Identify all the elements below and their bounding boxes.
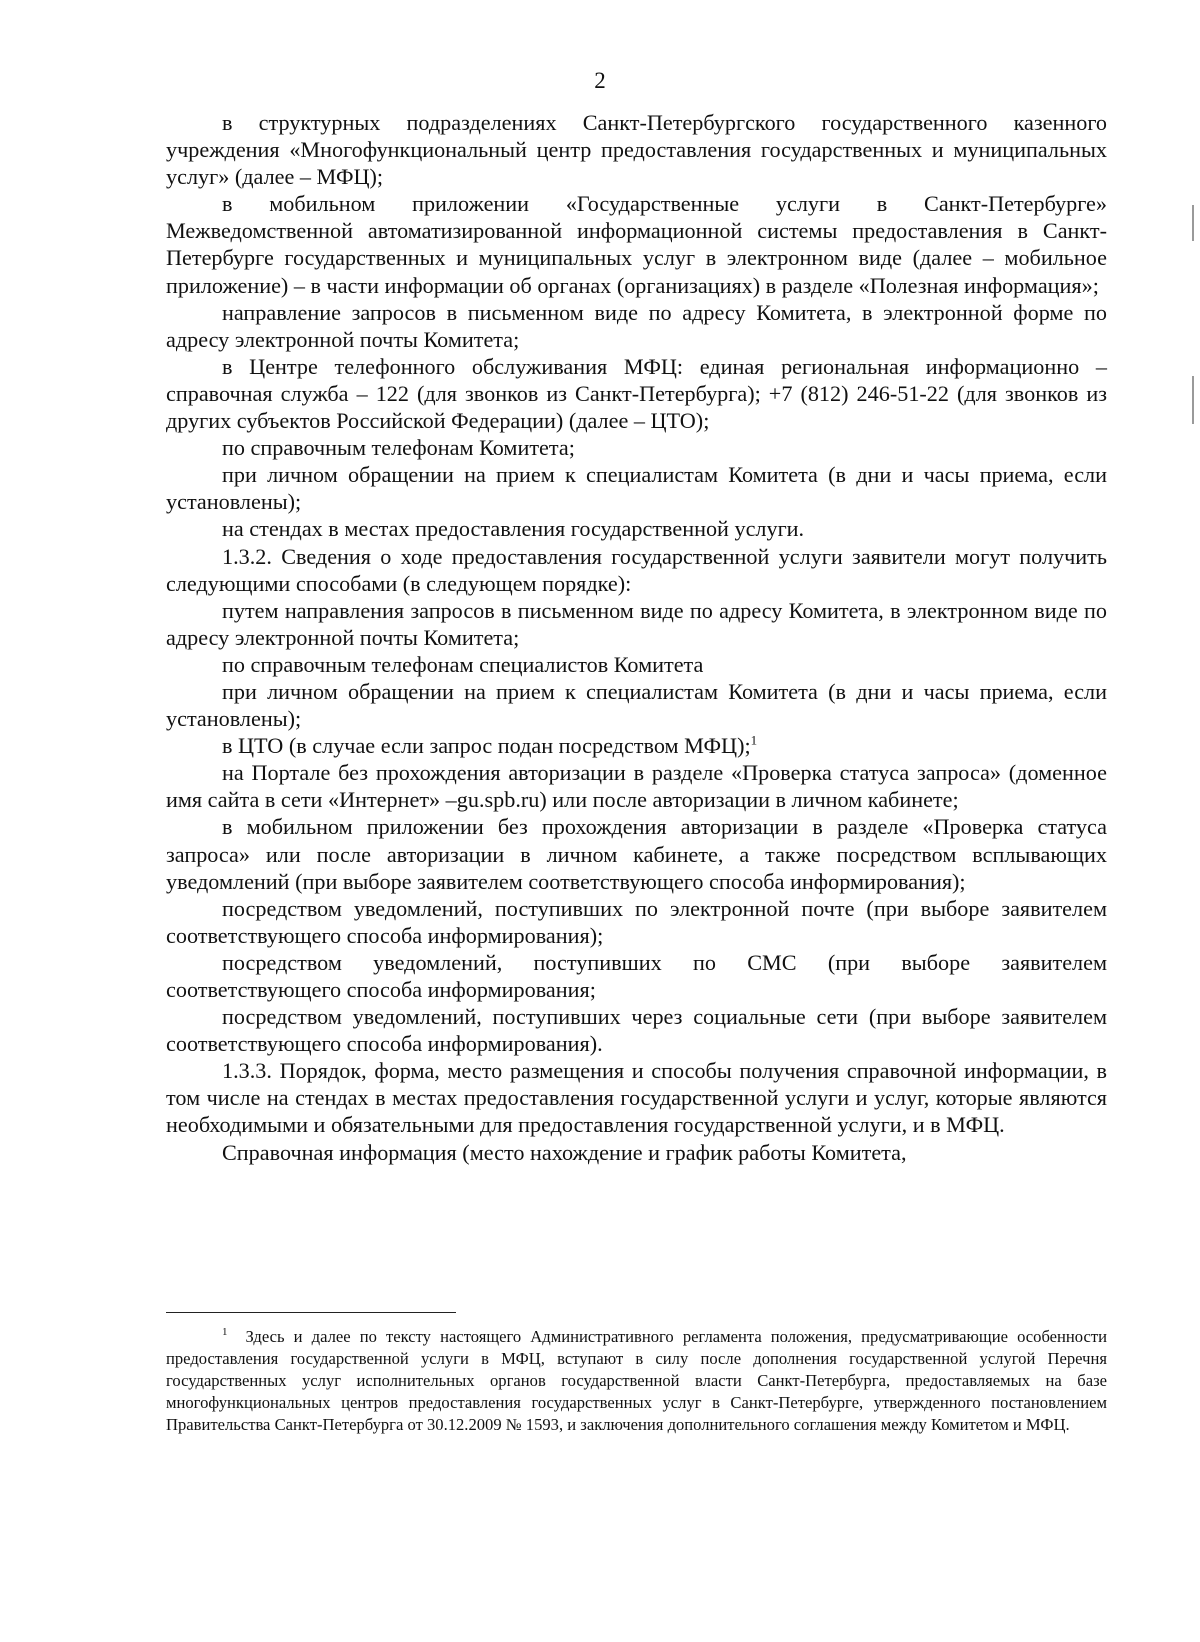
paragraph: на Портале без прохождения авторизации в разделе «Проверка статуса запроса» (доменное имя сайта в сети «Интернет» –gu.spb.ru) или после авторизации в личном кабинете; xyxy=(166,760,1107,813)
footnote-reference: 1 xyxy=(750,732,758,748)
paragraph: на стендах в местах предоставления государственной услуги. xyxy=(222,516,805,542)
scan-artifact xyxy=(1192,205,1194,241)
scan-artifact xyxy=(1192,376,1194,424)
paragraph: посредством уведомлений, поступивших по СМС (при выборе заявителем соответствующего способа информирования; xyxy=(166,949,1107,1002)
document-body xyxy=(166,109,1107,1166)
paragraph: посредством уведомлений, поступивших через социальные сети (при выборе заявителем соответствующего способа информирования). xyxy=(166,1004,1107,1057)
page-number: 2 xyxy=(594,68,606,93)
paragraph: в мобильном приложении без прохождения авторизации в разделе «Проверка статуса запроса» или после авторизации в личном кабинете, а также посредством всплывающих уведомлений (при выборе заявителем соответствующего способа информирования); xyxy=(166,814,1107,894)
paragraph: путем направления запросов в письменном виде по адресу Комитета, в электронном виде по адресу электронной почты Комитета; xyxy=(166,597,1107,650)
paragraph: 1.3.3. Порядок, форма, место размещения и способы получения справочной информации, в том числе на стендах в местах предоставления государственной услуги и услуг, которые являются необходимыми и обязательными для предоставления государственной услуги, и в МФЦ. xyxy=(166,1058,1107,1138)
paragraph-with-footnote xyxy=(166,732,1107,759)
paragraph: в структурных подразделениях Санкт-Петербургского государственного казенного учреждения «Многофункциональный центр предоставления государственных и муниципальных услуг» (далее – МФЦ); xyxy=(166,110,1107,190)
paragraph: по справочным телефонам Комитета; xyxy=(222,435,575,461)
paragraph-text: в ЦТО (в случае если запрос подан посредством МФЦ); xyxy=(222,733,751,759)
paragraph: Справочная информация (место нахождение и график работы Комитета, xyxy=(222,1139,907,1165)
footnote-paragraph xyxy=(166,1326,1107,1436)
paragraph: при личном обращении на прием к специалистам Комитета (в дни и часы приема, если установлены); xyxy=(166,678,1107,732)
paragraph: при личном обращении на прием к специалистам Комитета (в дни и часы приема, если установлены); xyxy=(166,462,1107,515)
paragraph: посредством уведомлений, поступивших по электронной почте (при выборе заявителем соответствующего способа информирования); xyxy=(166,895,1107,948)
footnote-mark: 1 xyxy=(222,1326,228,1339)
paragraph: направление запросов в письменном виде по адресу Комитета, в электронной форме по адресу электронной почты Комитета; xyxy=(166,299,1107,352)
paragraph: 1.3.2. Сведения о ходе предоставления государственной услуги заявители могут получить следующими способами (в следующем порядке): xyxy=(166,543,1107,596)
paragraph: по справочным телефонам специалистов Комитета xyxy=(222,651,704,677)
footnote xyxy=(166,1326,1107,1436)
footnote-separator xyxy=(166,1312,456,1313)
footnote-text: Здесь и далее по тексту настоящего Административного регламента положения, предусматривающие особенности предоставления государственной услуги в МФЦ, вступают в силу после дополнения государственной услугой Перечня государственных услуг исполнительных органов государственной власти Санкт-Петербурга, предоставляемых на базе многофункциональных центров предоставления государственных услуг в Санкт-Петербурге, утвержденного постановлением Правительства Санкт-Петербурга от 30.12.2009 № 1593, и заключения дополнительного соглашения между Комитетом и МФЦ. xyxy=(166,1327,1107,1434)
paragraph: в Центре телефонного обслуживания МФЦ: единая региональная информационно – справочная служба – 122 (для звонков из Санкт-Петербурга); +7 (812) 246-51-22 (для звонков из других субъектов Российской Федерации) (далее – ЦТО); xyxy=(166,353,1107,434)
paragraph: в мобильном приложении «Государственные услуги в Санкт-Петербурге» Межведомственной автоматизированной информационной системы предоставления в Санкт-Петербурге государственных и муниципальных услуг в электронном виде (далее – мобильное приложение) – в части информации об органах (организациях) в разделе «Полезная информация»; xyxy=(166,191,1107,298)
